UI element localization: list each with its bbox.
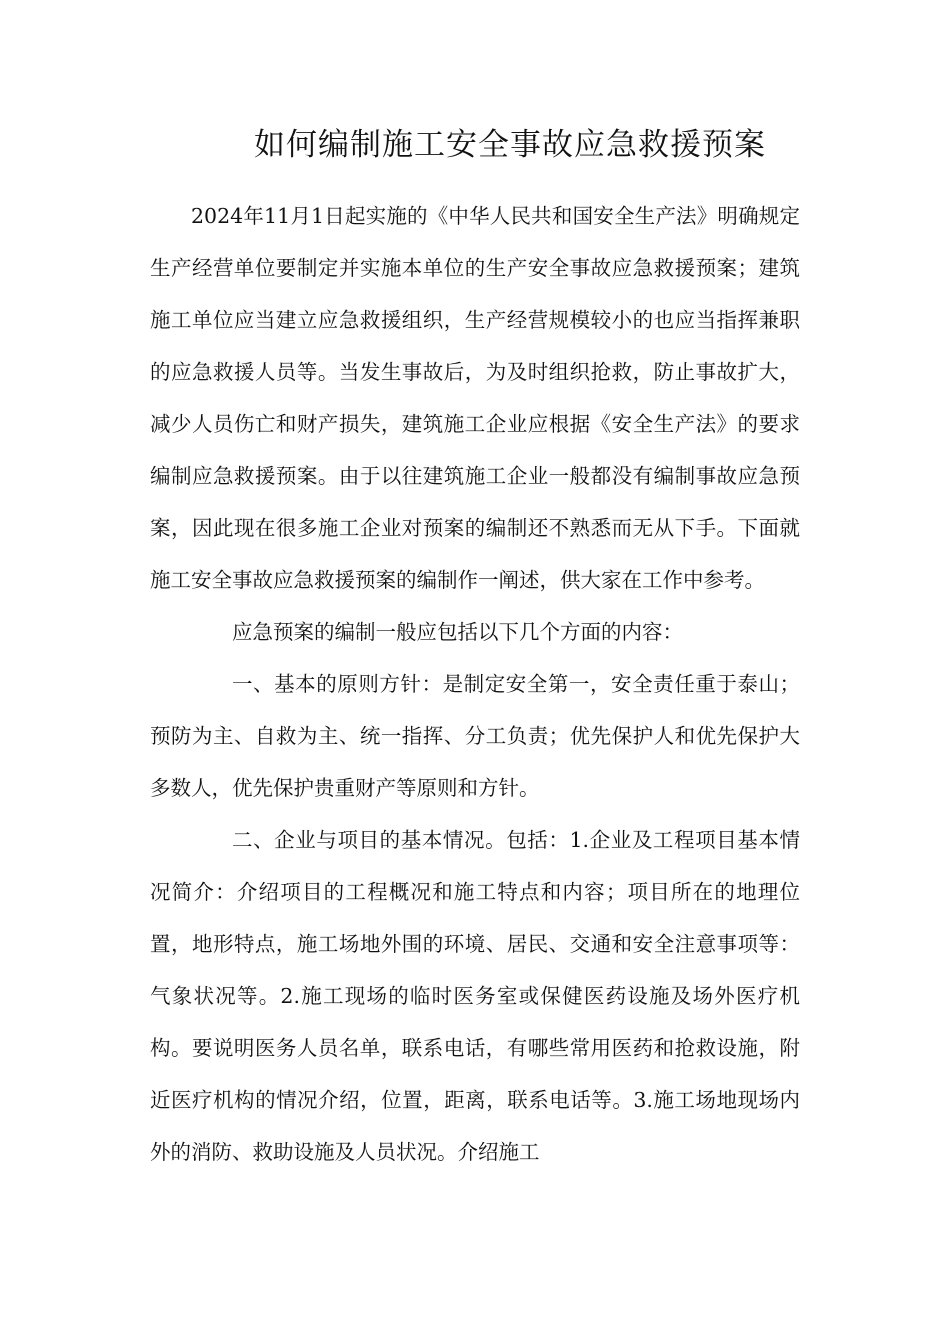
document-title: 如何编制施工安全事故应急救援预案 [254, 127, 766, 163]
paragraph-principles: 一、基本的原则方针：是制定安全第一，安全责任重于泰山；预防为主、自救为主、统一指挥、分工负责；优先保护人和优先保护大多数人，优先保护贵重财产等原则和方针。 [150, 672, 800, 800]
paragraph-basic-situation: 二、企业与项目的基本情况。包括：1.企业及工程项目基本情况简介：介绍项目的工程概况和施工特点和内容；项目所在的地理位置，地形特点，施工场地外围的环境、居民、交通和安全注意事项等：气象状况等。2.施工现场的临时医务室或保健医药设施及场外医疗机构。要说明医务人员名单，联系电话，有哪些常用医药和抢救设施，附近医疗机构的情况介绍，位置，距离，联系电话等。3.施工场地现场内外的消防、救助设施及人员状况。介绍施工 [150, 828, 800, 1164]
document-body [150, 190, 800, 1178]
paragraph-intro: 2024年11月1日起实施的《中华人民共和国安全生产法》明确规定生产经营单位要制定并实施本单位的生产安全事故应急救援预案；建筑施工单位应当建立应急救援组织，生产经营规模较小的也应当指挥兼职的应急救援人员等。当发生事故后，为及时组织抢救，防止事故扩大，减少人员伤亡和财产损失，建筑施工企业应根据《安全生产法》的要求编制应急救援预案。由于以往建筑施工企业一般都没有编制事故应急预案，因此现在很多施工企业对预案的编制还不熟悉而无从下手。下面就施工安全事故应急救援预案的编制作一阐述，供大家在工作中参考。 [150, 204, 800, 592]
paragraph-contents-lead: 应急预案的编制一般应包括以下几个方面的内容： [232, 620, 683, 644]
